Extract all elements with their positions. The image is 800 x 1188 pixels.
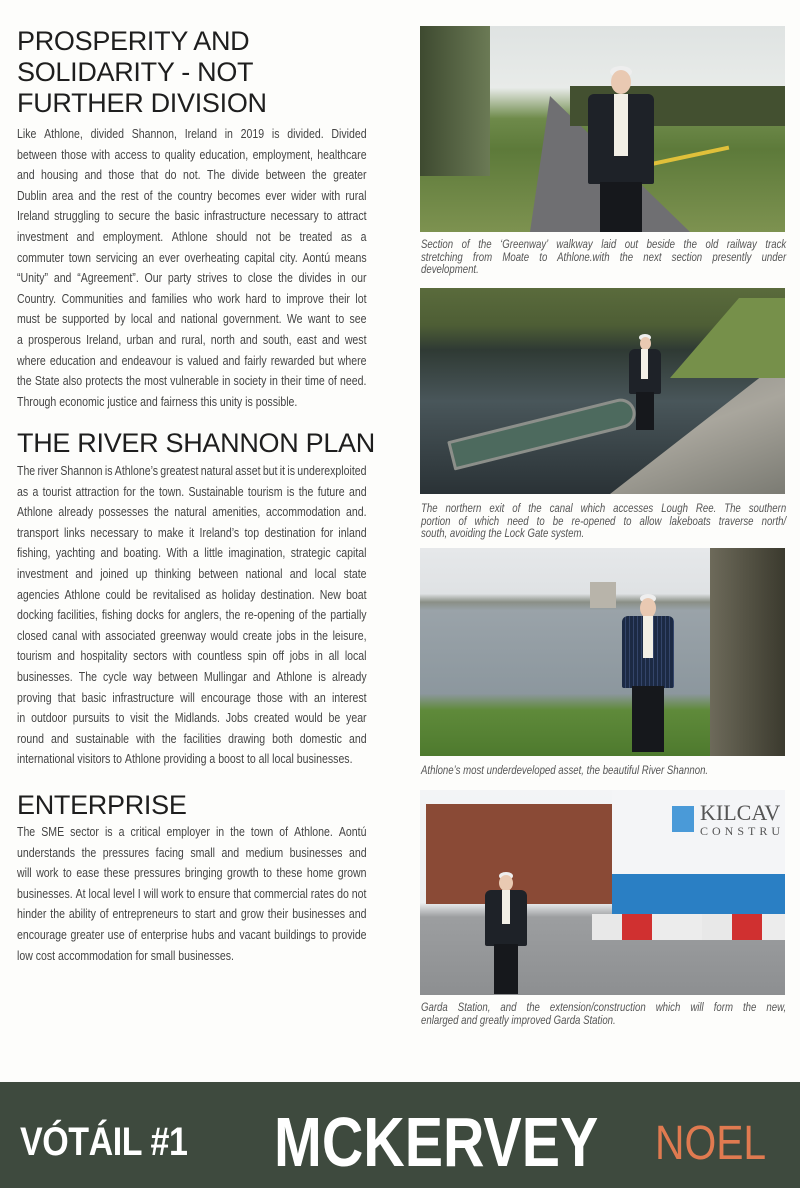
person bbox=[628, 334, 662, 430]
section-body bbox=[17, 124, 367, 412]
body-line: Dublin area and the rest of the country becomes ever wider with rural bbox=[17, 187, 367, 203]
photo-caption bbox=[421, 765, 786, 778]
body-line: Ireland struggling to secure the basic infrastructure necessary to attract bbox=[17, 208, 367, 224]
body-line: understands the pressures facing small and medium businesses and bbox=[17, 844, 367, 860]
photo-greenway bbox=[420, 26, 785, 232]
heading-line: THE RIVER SHANNON PLAN bbox=[17, 428, 375, 458]
caption-line: Athlone’s most underdeveloped asset, the beautiful River Shannon. bbox=[421, 764, 709, 777]
body-line: as a tourist attraction for the town. Sustainable tourism is the future and bbox=[17, 483, 367, 499]
vote-label: VÓTÁIL #1 bbox=[20, 1120, 188, 1164]
body-line: the State also protects the most vulnerable in society in their time of need. bbox=[17, 373, 367, 389]
body-line: proving that basic infrastructure will encourage those with an interest bbox=[17, 689, 367, 705]
body-line: a prosperous Ireland, urban and rural, north and south, east and west bbox=[17, 331, 367, 347]
caption-line: stretching from Moate to Athlone.with the next section presently under bbox=[421, 250, 787, 264]
body-line: Like Athlone, divided Shannon, Ireland in 2019 is divided. Divided bbox=[17, 126, 367, 141]
body-line: where education and endeavour is valued and fairly rewarded but where bbox=[17, 352, 367, 368]
body-line: closed canal with associated greenway would create jobs in the leisure, bbox=[17, 627, 367, 643]
body-line: The river Shannon is Athlone’s greatest natural asset but it is underexploited bbox=[17, 463, 367, 478]
sign-text: CONSTRU bbox=[700, 824, 785, 838]
body-line: must be supported by local and national government. We want to see bbox=[17, 311, 367, 327]
person bbox=[620, 594, 676, 754]
body-line: businesses. The cycle way between Mullingar and Athlone is already bbox=[17, 668, 367, 684]
candidate-surname: MCKERVEY bbox=[274, 1103, 599, 1181]
section-body bbox=[17, 822, 367, 966]
section-heading bbox=[17, 26, 267, 119]
caption-line: Garda Station, and the extension/construction which will form the new, bbox=[421, 1001, 787, 1014]
caption-line: The northern exit of the canal which accesses Lough Ree. The southern bbox=[421, 502, 787, 515]
caption-line: south, avoiding the Lock Gate system. bbox=[421, 527, 585, 541]
body-line: Country. Communities and families who work hard to improve their lot bbox=[17, 290, 367, 306]
body-line: round and sustainable with the facilities drawing both domestic and bbox=[17, 730, 367, 746]
body-line: will work to ease these pressures bringing growth to these home grown bbox=[17, 865, 367, 881]
body-line: docking facilities, fishing docks for anglers, the re-opening of the partially bbox=[17, 607, 367, 623]
candidate-first-name: NOEL bbox=[655, 1117, 767, 1170]
kilcawley-logo bbox=[672, 806, 694, 832]
body-line: The SME sector is a critical employer in the town of Athlone. Aontú bbox=[17, 824, 367, 839]
body-line: and housing and those that do not. The divide between the greater bbox=[17, 167, 367, 183]
body-line: investment and employment. Athlone should not be treated as a bbox=[17, 228, 367, 244]
section-heading bbox=[17, 790, 187, 821]
body-line: investment and joined up thinking between national and local state bbox=[17, 565, 367, 581]
body-line: encourage greater use of enterprise hubs and vacant buildings to provide bbox=[17, 926, 367, 942]
body-line: businesses. At local level I will work to ensure that commercial rates do not bbox=[17, 885, 367, 901]
caption-line: development. bbox=[421, 263, 479, 277]
body-line: commuter town servicing an ever overheating capital city. Aontú means bbox=[17, 249, 367, 265]
photo-canal bbox=[420, 288, 785, 494]
person bbox=[586, 66, 656, 232]
body-line: “Unity” and “Agreement”. Our party strives to close the divides in our bbox=[17, 270, 367, 286]
body-line: transport links necessary to make it Ireland’s top destination for inland bbox=[17, 524, 367, 540]
photo-river-shannon bbox=[420, 548, 785, 756]
body-line: tourism and hospitality sectors with countless spin off jobs in all local bbox=[17, 648, 367, 664]
body-line: international visitors to Athlone providing a boost to all local businesses. bbox=[17, 751, 353, 767]
body-line: in outdoor pursuits to visit the Midlands. Jobs created would be year bbox=[17, 710, 367, 726]
body-line: fishing, yachting and boating. With a little imagination, strategic capital bbox=[17, 545, 367, 561]
caption-line: enlarged and greatly improved Garda Station. bbox=[421, 1013, 616, 1027]
body-line: between those with access to quality education, employment, healthcare bbox=[17, 146, 367, 162]
caption-line: portion of which need to be re-opened to allow lakeboats traverse north/ bbox=[421, 514, 787, 528]
caption-line: Section of the ‘Greenway’ walkway laid out beside the old railway track bbox=[421, 238, 787, 251]
section-body bbox=[17, 461, 367, 770]
photo-caption bbox=[421, 503, 786, 541]
heading-line: ENTERPRISE bbox=[17, 790, 187, 820]
body-line: Through economic justice and fairness this unity is possible. bbox=[17, 393, 298, 409]
sign-text: KILCAV bbox=[700, 800, 781, 825]
heading-line: PROSPERITY AND bbox=[17, 26, 250, 56]
body-line: low cost accommodation for small businesses. bbox=[17, 947, 234, 963]
person bbox=[484, 872, 528, 994]
body-line: hinder the ability of entrepreneurs to start and grow their businesses and bbox=[17, 906, 367, 922]
section-heading bbox=[17, 428, 375, 459]
heading-line: FURTHER DIVISION bbox=[17, 88, 267, 118]
body-line: agencies Athlone could be revitalised as holiday destination. New boat bbox=[17, 586, 367, 602]
heading-line: SOLIDARITY - NOT bbox=[17, 57, 254, 87]
body-line: Athlone already possesses the natural amenities, accommodation and. bbox=[17, 504, 367, 520]
photo-garda-station bbox=[420, 790, 785, 995]
photo-caption bbox=[421, 1002, 786, 1027]
photo-caption bbox=[421, 239, 786, 277]
